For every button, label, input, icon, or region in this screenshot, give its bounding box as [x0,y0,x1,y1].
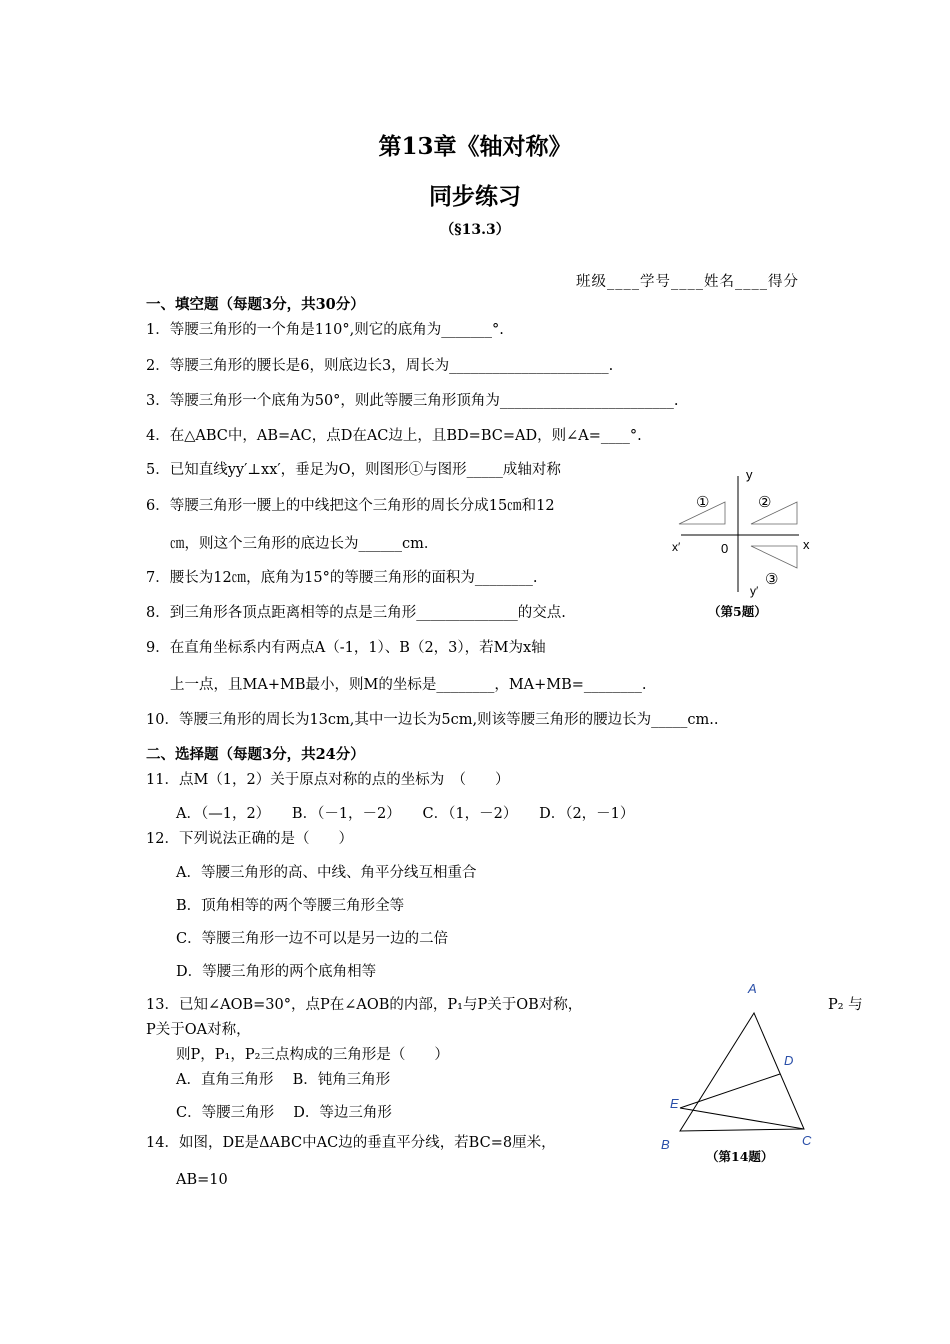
label-x-prime: x′ [672,540,681,554]
question-13-line-3: 则P，P₁，P₂三点构成的三角形是（ ） [176,1047,449,1063]
question-6-line-1: 6．等腰三角形一腰上的中线把这个三角形的周长分成15㎝和12 [146,498,555,514]
question-11: 11．点M（1，2）关于原点对称的点的坐标为 （ ） [146,772,510,788]
segment-de [680,1074,780,1108]
student-info: 班级____学号____姓名____得分 [576,274,799,290]
triangle-shape-3 [751,546,797,568]
vertex-label-a: A [748,981,757,996]
figure-14-caption: （第14题） [706,1149,774,1164]
question-12-option-c: C．等腰三角形一边不可以是另一边的二倍 [176,931,449,947]
label-x: x [803,537,810,552]
question-13-line-1: 13．已知∠AOB=30°，点P在∠AOB的内部，P₁与P关于OB对称， [146,997,583,1013]
question-13-options-ab: A．直角三角形 B．钝角三角形 [176,1072,391,1088]
vertex-label-d: D [784,1053,794,1068]
label-y: y [746,467,753,482]
part2-heading: 二、选择题（每题3分，共24分） [146,746,365,763]
question-12: 12．下列说法正确的是（ ） [146,831,353,847]
label-y-prime: y′ [750,584,759,598]
question-10: 10．等腰三角形的周长为13cm,其中一边长为5cm,则该等腰三角形的腰边长为_____cm.. [146,712,719,728]
question-4: 4．在△ABC中，AB=AC，点D在AC边上，且BD=BC=AD，则∠A=____°. [146,428,642,444]
label-origin: 0 [721,541,729,556]
question-14-line-1: 14．如图，DE是ΔABC中AC边的垂直平分线，若BC=8厘米， [146,1135,556,1151]
question-2: 2．等腰三角形的腰长是6，则底边长3，周长为______________________. [146,358,614,374]
chapter-title: 第13章《轴对称》 [378,133,572,160]
figure-5-caption: （第5题） [708,604,767,619]
question-1: 1．等腰三角形的一个角是110°,则它的底角为_______°. [146,322,504,338]
question-12-option-d: D．等腰三角形的两个底角相等 [176,964,377,980]
shape-1-label: ① [696,494,710,511]
vertex-label-c: C [802,1133,812,1148]
question-5: 5．已知直线yy′⊥xx′，垂足为O，则图形①与图形_____成轴对称 [146,462,561,478]
section-ref: （§13.3） [440,222,510,238]
figure-14-triangle [660,975,830,1155]
shape-3-label: ③ [765,571,779,588]
triangle-abc [680,1013,804,1131]
shape-2-label: ② [758,494,772,511]
question-9-line-1: 9．在直角坐标系内有两点A（-1，1）、B（2，3），若M为x轴 [146,640,546,656]
question-3: 3．等腰三角形一个底角为50°，则此等腰三角形顶角为________________________. [146,393,679,409]
question-12-option-b: B．顶角相等的两个等腰三角形全等 [176,898,405,914]
part1-heading: 一、填空题（每题3分，共30分） [146,296,365,313]
vertex-label-b: B [661,1137,670,1152]
question-8: 8．到三角形各顶点距离相等的点是三角形______________的交点. [146,605,566,621]
question-6-line-2: ㎝，则这个三角形的底边长为______cm． [170,536,439,552]
question-12-option-a: A．等腰三角形的高、中线、角平分线互相重合 [176,865,477,881]
question-13-line-2: P关于OA对称， [146,1022,251,1038]
question-14-line-2: AB=10 [176,1172,228,1188]
question-13-options-cd: C．等腰三角形 D．等边三角形 [176,1105,392,1121]
vertex-label-e: E [670,1096,679,1111]
question-9-line-2: 上一点，且MA+MB最小，则M的坐标是________，MA+MB=________. [170,677,647,693]
question-13-tail: P₂ 与 [828,997,863,1013]
figure-5-axes [665,462,825,622]
page-subtitle: 同步练习 [429,183,521,210]
segment-ec [680,1108,804,1129]
question-7: 7．腰长为12㎝，底角为15°的等腰三角形的面积为________. [146,570,538,586]
question-11-options: A．（—1，2） B．（－1，－2） C．（1，－2） D．（2，－1） [176,806,635,822]
